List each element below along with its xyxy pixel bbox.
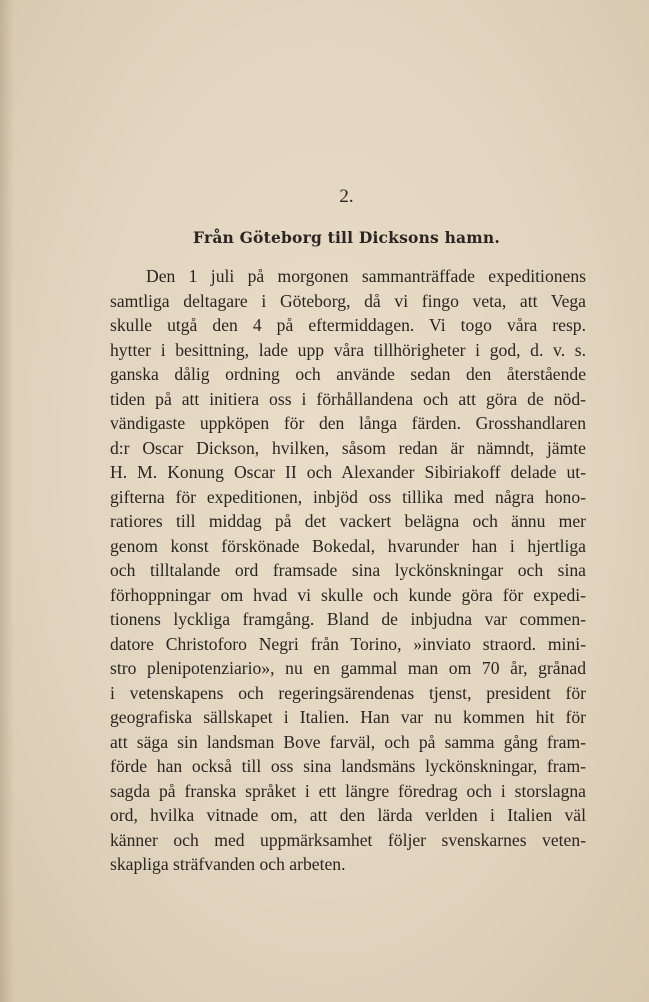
text-line: skapliga sträfvanden och arbeten. [110,854,346,874]
text-line: d:r Oscar Dickson, hvilken, såsom redan är nämndt, jämte [110,437,586,458]
text-line: genom konst förskönade Bokedal, hvarunder han i hjertliga [110,535,586,556]
text-line: tionens lyckliga framgång. Bland de inbjudna var commen- [110,609,586,629]
text-line: ganska dålig ordning och använde sedan den återstående [110,364,586,384]
text-line: förde han också till oss sina landsmäns lyckönskningar, fram- [110,756,586,776]
text-line: vändigaste uppköpen för den långa färden. Grosshandlaren [110,413,586,433]
text-line: ord, hvilka vitnade om, att den lärda verlden i Italien väl [110,805,586,825]
text-line: H. M. Konung Oscar II och Alexander Sibiriakoff delade ut- [110,462,586,482]
text-line: i vetenskapens och regeringsärendenas tjenst, president för [110,682,586,703]
text-line: och tilltalande ord framsade sina lyckönskningar och sina [110,560,586,580]
text-line: tiden på att initiera oss i förhållandena och att göra de nöd- [110,388,586,409]
page-edge-shadow [0,0,14,1002]
body-paragraph [110,264,586,877]
text-line: datore Christoforo Negri från Torino, »inviato straord. mini- [110,633,586,654]
text-line: hytter i besittning, lade upp våra tillhörigheter i god, d. v. s. [110,339,586,360]
text-line: skulle utgå den 4 på eftermiddagen. Vi togo våra resp. [110,315,586,335]
text-line: sagda på franska språket i ett längre föredrag och i storslagna [110,780,586,801]
text-line: ratiores till middag på det vackert belägna och ännu mer [110,511,586,531]
text-line: känner och med uppmärksamhet följer svenskarnes veten- [110,829,586,850]
text-line: Den 1 juli på morgonen sammanträffade expeditionens [146,266,586,286]
text-line: samtliga deltagare i Göteborg, då vi fingo veta, att Vega [110,290,586,311]
text-line: geografiska sällskapet i Italien. Han var nu kommen hit för [110,707,586,727]
text-line: gifterna för expeditionen, inbjöd oss tillika med några hono- [110,486,586,507]
chapter-title: Från Göteborg till Dicksons hamn. [193,228,500,247]
text-line: stro plenipotenziario», nu en gammal man om 70 år, grånad [110,658,586,678]
chapter-number: 2. [339,186,354,207]
text-line: att säga sin landsman Bove farväl, och på samma gång fram- [110,731,586,752]
text-line: förhoppningar om hvad vi skulle och kunde göra för expedi- [110,584,586,605]
